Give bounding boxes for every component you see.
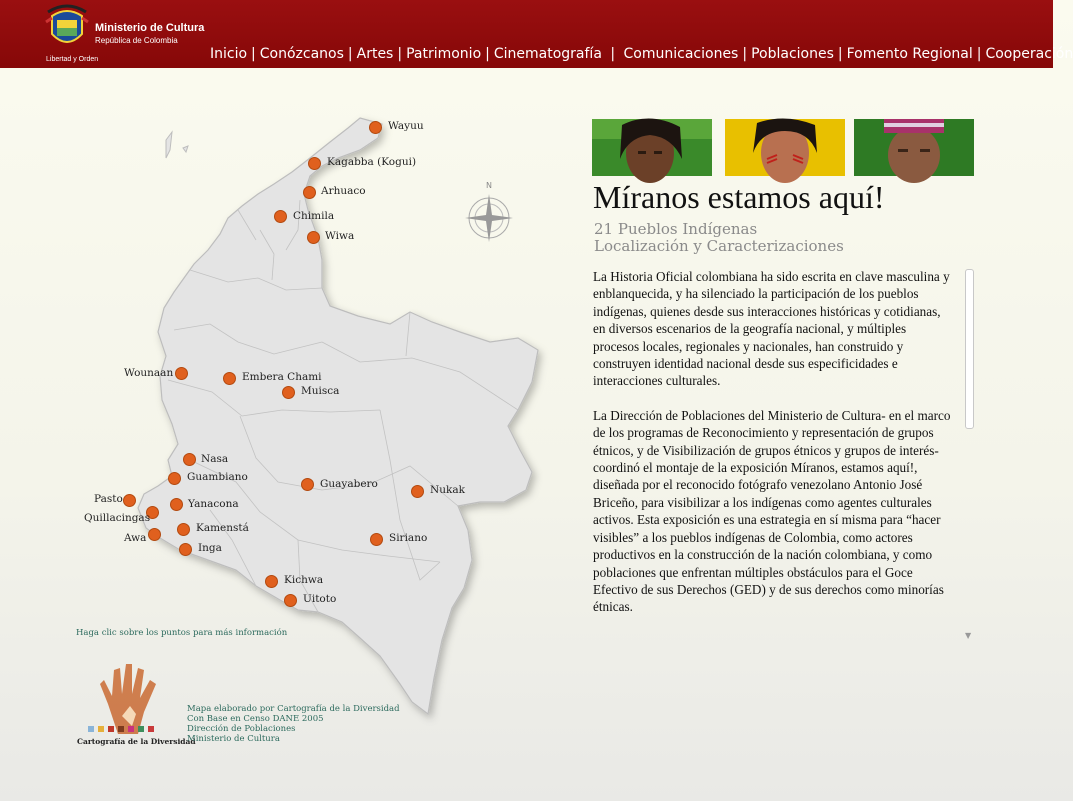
label-nukak[interactable]: Nukak (430, 484, 465, 496)
point-kamensta[interactable] (177, 523, 190, 536)
label-uitoto[interactable]: Uitoto (303, 593, 337, 605)
point-guambiano[interactable] (168, 472, 181, 485)
scroll-down-icon[interactable]: ▼ (965, 631, 972, 640)
point-wounaan[interactable] (175, 367, 188, 380)
label-nasa[interactable]: Nasa (201, 453, 229, 465)
point-kagabba[interactable] (308, 157, 321, 170)
point-muisca[interactable] (282, 386, 295, 399)
credit-line: Con Base en Censo DANE 2005 (187, 714, 324, 724)
portrait-photo-3 (854, 119, 974, 176)
label-wounaan[interactable]: Wounaan (124, 367, 174, 379)
brand-sub: República de Colombia (95, 36, 178, 45)
label-chimila[interactable]: Chimila (293, 210, 335, 222)
credit-line: Mapa elaborado por Cartografía de la Diversidad (187, 704, 400, 714)
paragraph: La Historia Oficial colombiana ha sido escrita en clave masculina y enblanquecida, y ha silenciado la participación de los pueblos indígenas, quienes desde sus interacciones históricas y cotidianas, en diversos escenarios de la geografía nacional, y múltiples procesos locales, regionales y nacionales, han construido y construyen identidad nacional desde sus especificidades e interacciones culturales. (593, 269, 950, 389)
compass-rose-icon (462, 180, 516, 244)
label-siriano[interactable]: Siriano (389, 532, 428, 544)
nav-patrimonio[interactable]: Patrimonio (406, 46, 482, 62)
motto: Libertad y Orden (46, 56, 99, 63)
label-wayuu[interactable]: Wayuu (388, 120, 424, 132)
point-guayabero[interactable] (301, 478, 314, 491)
subtitle-line: Localización y Caracterizaciones (594, 237, 844, 255)
point-siriano[interactable] (370, 533, 383, 546)
point-wiwa[interactable] (307, 231, 320, 244)
map-hint: Haga clic sobre los puntos para más información (76, 628, 288, 638)
article-body (593, 268, 955, 633)
nav-poblaciones[interactable]: Poblaciones (751, 46, 834, 62)
nav-cinematografia[interactable]: Cinematografía (493, 46, 602, 62)
nav-cooperacion[interactable]: Cooperación (985, 46, 1073, 62)
credit-line: Dirección de Poblaciones (187, 724, 296, 734)
text-scrollbar[interactable] (964, 266, 974, 640)
label-embera-chami[interactable]: Embera Chami (242, 371, 322, 383)
point-kichwa[interactable] (265, 575, 278, 588)
point-nukak[interactable] (411, 485, 424, 498)
compass-label: N (486, 181, 492, 190)
main-nav: Inicio | Conózcanos | Artes | Patrimonio | Cinematografía | Comunicaciones | Poblaciones | Fomento Regional | Cooperación (210, 46, 1073, 62)
label-awa[interactable]: Awa (124, 532, 147, 544)
label-muisca[interactable]: Muisca (301, 385, 340, 397)
credit-line: Ministerio de Cultura (187, 734, 280, 744)
portrait-photo-2 (725, 119, 845, 176)
brand[interactable] (95, 22, 204, 45)
nav-fomento-regional[interactable]: Fomento Regional (846, 46, 973, 62)
page-subtitle (594, 221, 844, 255)
label-kichwa[interactable]: Kichwa (284, 574, 324, 586)
label-inga[interactable]: Inga (198, 542, 222, 554)
paragraph: La Dirección de Poblaciones del Ministerio de Cultura- en el marco de los programas de Reconocimiento y representación de grupos étnicos, y de Visibilización de grupos étnicos y grupos de interés- coordinó el montaje de la exposición Míranos, estamos aquí!, diseñada por el reconocido fotógrafo venezolano Antonio José Briceño, para visibilizar a los indígenas como agentes culturales activos. Esta exposición es una estrategia en sí misma para “hacer visibles” a los pueblos indígenas de Colombia, como actores productivos en la construcción de la nación colombiana, y como poblaciones que enfrentan múltiples obstáculos para el Goce Efectivo de sus Derechos (GED) y de sus derechos como minorías étnicas. (593, 407, 951, 615)
point-uitoto[interactable] (284, 594, 297, 607)
label-pasto[interactable]: Pasto (94, 493, 123, 505)
page-title: Míranos estamos aquí! (593, 179, 885, 215)
nav-inicio[interactable]: Inicio (210, 46, 248, 62)
header-bar (0, 0, 1073, 68)
label-guambiano[interactable]: Guambiano (187, 471, 248, 483)
label-arhuaco[interactable]: Arhuaco (321, 185, 366, 197)
point-arhuaco[interactable] (303, 186, 316, 199)
subtitle-line: 21 Pueblos Indígenas (594, 220, 758, 238)
logo-label: Cartografía de la Diversidad (77, 737, 196, 746)
portrait-photo-1 (592, 119, 712, 176)
map-credits (187, 704, 400, 744)
point-pasto[interactable] (123, 494, 136, 507)
point-awa[interactable] (148, 528, 161, 541)
label-quillacingas[interactable]: Quillacingas (84, 512, 151, 524)
nav-comunicaciones[interactable]: Comunicaciones (623, 46, 739, 62)
label-kamensta[interactable]: Kamenstá (196, 522, 249, 534)
label-guayabero[interactable]: Guayabero (320, 478, 378, 490)
coat-of-arms-icon (44, 2, 90, 54)
scroll-thumb[interactable] (965, 269, 974, 429)
cartografia-diversidad-logo (78, 654, 190, 746)
label-yanacona[interactable]: Yanacona (188, 498, 239, 510)
point-inga[interactable] (179, 543, 192, 556)
point-yanacona[interactable] (170, 498, 183, 511)
point-embera-chami[interactable] (223, 372, 236, 385)
point-chimila[interactable] (274, 210, 287, 223)
label-kagabba[interactable]: Kagabba (Kogui) (327, 156, 417, 168)
brand-name: Ministerio de Cultura (95, 22, 205, 34)
point-wayuu[interactable] (369, 121, 382, 134)
nav-artes[interactable]: Artes (356, 46, 394, 62)
point-nasa[interactable] (183, 453, 196, 466)
label-wiwa[interactable]: Wiwa (325, 230, 355, 242)
nav-conozcanos[interactable]: Conózcanos (259, 46, 344, 62)
